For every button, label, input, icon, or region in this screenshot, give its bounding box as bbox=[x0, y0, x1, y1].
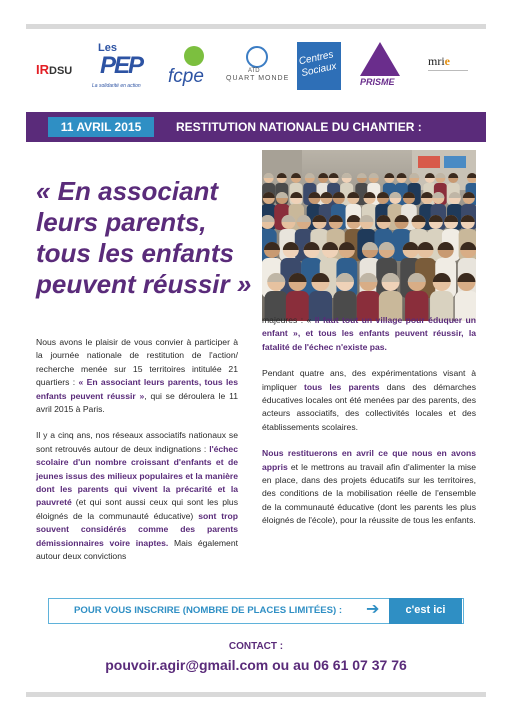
fcpe-figure-icon bbox=[184, 46, 204, 66]
indignations-paragraph: Il y a cinq ans, nos réseaux associatifs nationaux se sont retrouvés autour de deux indignations : l'échec scolaire d'un nombre croissant d'enfants et de jeunes issus des milieux populaires et la manière dont les parents qui vivent la précarité et la pauvreté (et qui sont aussi ceux qui sont les plus éloignés de la communauté éducative) sont trop souvent considérés comme des parents démissionnaires voire inaptes. Mais également autour deux convictions bbox=[36, 430, 239, 562]
signup-link-button[interactable]: c'est ici bbox=[389, 598, 462, 624]
mrie-logo: mrie bbox=[428, 52, 476, 88]
group-photo bbox=[262, 150, 476, 321]
intro-paragraph: Nous avons le plaisir de vous convier à participer à la journée nationale de restitution de l'action/ recherche menée sur 15 territoires intitulée 21 quartiers : « En associant leurs parents, tous les enfants peuvent réussir », qui se déroulera le 11 avril 2015 à Paris. bbox=[36, 337, 238, 415]
headline: « En associant leurs parents, tous les enfants peuvent réussir » bbox=[36, 176, 252, 299]
top-divider bbox=[26, 24, 486, 29]
banner-title: RESTITUTION NATIONALE DU CHANTIER : bbox=[176, 120, 422, 134]
bottom-divider bbox=[26, 692, 486, 697]
irdsu-logo: IRDSU bbox=[36, 62, 73, 77]
body-right-column bbox=[262, 314, 476, 541]
restitution-paragraph: Nous restituerons en avril ce que nous en avons appris et le mettrons au travail afin d'alimenter la mise en place, dans des projets éducatifs sur les territoires, des conditions de la mobilisation réelle de l'ensemble de la communauté éducative (dont les parents les plus éloignés de l'école), pour la réussite de tous les enfants. bbox=[262, 448, 476, 526]
arrow-right-icon: ➔ bbox=[366, 601, 380, 618]
experiments-paragraph: Pendant quatre ans, des expérimentations visant à impliquer tous les parents dans des démarches éducatives locales ont été menées par des parents, des acteurs associatifs, des collectivités locales et des établissements scolaires. bbox=[262, 368, 476, 432]
event-date: 11 AVRIL 2015 bbox=[48, 117, 154, 137]
signup-label: POUR VOUS INSCRIRE (NOMBRE DE PLACES LIMITÉES) : bbox=[74, 605, 343, 616]
fcpe-logo: fcpe bbox=[168, 46, 216, 90]
contact-details[interactable]: pouvoir.agir@gmail.com ou au 06 61 07 37 76 bbox=[105, 657, 407, 673]
body-left-column bbox=[36, 336, 238, 577]
pep-logo: Les PEP La solidarité en action bbox=[92, 42, 143, 89]
atd-quart-monde-logo: ATD QUART MONDE bbox=[226, 46, 284, 90]
prisme-triangle-icon bbox=[360, 42, 400, 76]
atd-circle-icon bbox=[246, 46, 268, 68]
centres-sociaux-logo: Centres Sociaux bbox=[297, 42, 341, 90]
prisme-logo: PRISME bbox=[356, 42, 404, 90]
group-photo-image bbox=[262, 150, 476, 321]
contact-label: CONTACT : bbox=[228, 641, 284, 652]
partner-logos bbox=[36, 40, 476, 96]
convictions-paragraph: majeures : « Il faut tout un village pour éduquer un enfant », et tous les enfants peuvent réussir, la fatalité de l'échec n'existe pas. bbox=[262, 315, 476, 352]
